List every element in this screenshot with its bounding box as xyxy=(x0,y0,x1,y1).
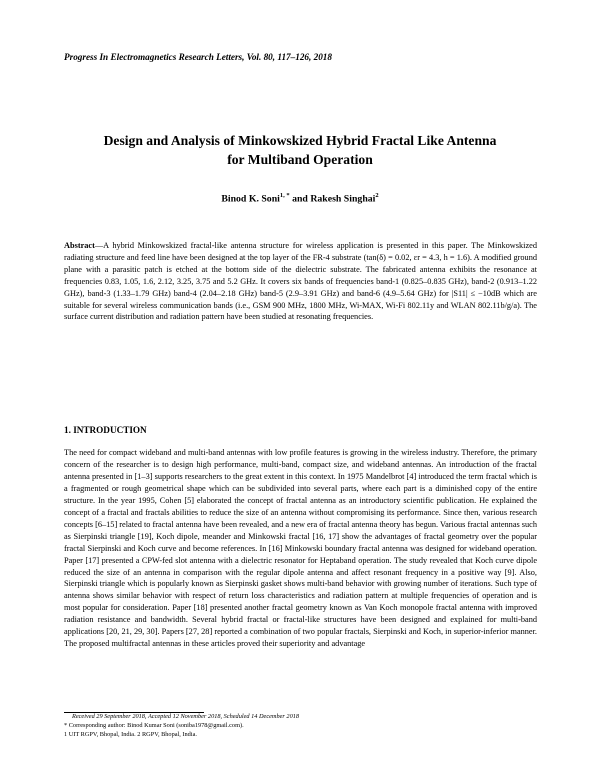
affiliations: 1 UIT RGPV, Bhopal, India. 2 RGPV, Bhopal, India. xyxy=(64,730,197,738)
paper-title xyxy=(40,131,560,169)
abstract-text: —A hybrid Minkowskized fractal-like antenna structure for wireless application is presented in this paper. The Minkowskized radiating structure and feed line have been designed at the top layer of the FR-4 substrate (tan(δ) = 0.02, εr = 4.3, h = 1.6). A modified ground plane with a parasitic patch is etched at the bottom side of the dielectric substrate. The fabricated antenna exhibits the resonance at frequencies 0.83, 1.05, 1.6, 2.12, 3.25, 3.75 and 5.2 GHz. It covers six bands of frequencies band-1 (0.825–0.835 GHz), band-2 (0.913–1.22 GHz), band-3 (1.33–1.79 GHz) band-4 (2.04–2.18 GHz) band-5 (2.9–3.91 GHz) and band-6 (4.9–5.64 GHz) for |S11| ≤ −10dB which are suitable for several wireless communication bands (i.e., GSM 900 MHz, 1800 MHz, Wi-MAX, Wi-Fi 802.11y and WLAN 802.11b/g/a). The surface current distribution and radiation pattern have been studied at resonating frequencies. xyxy=(64,241,537,322)
journal-header: Progress In Electromagnetics Research Letters, Vol. 80, 117–126, 2018 xyxy=(64,52,332,62)
author-2: Rakesh Singhai xyxy=(310,193,376,205)
title-line-2: for Multiband Operation xyxy=(227,152,373,167)
author-1-affiliation: 1, * xyxy=(279,192,290,199)
corresponding-author: * Corresponding author: Binod Kumar Soni (soniba1978@gmail.com). xyxy=(64,721,244,729)
introduction-text: The need for compact wideband and multi-band antennas with low profile features is growing in the wireless industry. Therefore, the primary concern of the researcher is to design high performance, multi-band, compact size, and wideband antennas. An introduction of the fractal antenna presented in [1–3] supports researchers to the great extent in this context. In 1975 Mandelbrot [4] introduced the term fractal which is a fragmented or rough geometrical shape which can be subdivided into several parts, where each part is a diminished copy of the entire structure. In the year 1995, Cohen [5] elaborated the concept of fractal antenna as an introductory scientific publication. He explained the concept of a fractal and fractals abilities to reduce the size of an antenna without compromising its performance. Since then, various research concepts [6–15] related to fractal antenna have been revealed, and a new era of fractal antenna theory has begun. Various fractal antennas such as Sierpinski triangle [19], Koch dipole, meander and Minkowski fractal [16, 17] show the advantages of fractal geometry over the popular fractal Sierpinski and Koch curve and become references. In [16] Minkowski boundary fractal antenna was designed for wideband operation. Paper [17] presented a CPW-fed slot antenna with a dielectric resonator for Heptaband operation. The study revealed that Koch curve dipole reduced the size of an antenna in comparison with the regular dipole antenna and affect resonant frequency in a positive way [9]. Also, Sierpinski triangle which is popularly known as Sierpinski gasket shows multi-band behavior with growing number of iterations. Such type of antenna shows similar behavior with respect of return loss characteristics and radiation pattern at multiple frequencies of operation and is most popular for consideration. Paper [18] presented another fractal geometry known as Van Koch monopole fractal antenna with improved radiation resistance and bandwidth. Several hybrid fractal or fractal-like structures have been designed and explained for multi-band applications [20, 21, 29, 30]. Papers [27, 28] reported a combination of two popular fractals, Sierpinski and Koch, in superior-inferior manner. The proposed multifractal antennas in these articles proved their superiority and advantage xyxy=(64,448,538,649)
author-1: Binod K. Soni xyxy=(221,193,280,205)
abstract xyxy=(64,240,537,323)
author-list xyxy=(40,192,560,204)
footnotes xyxy=(64,713,537,740)
author-conjunction: and xyxy=(289,193,311,205)
received-dates: Received 29 September 2018, Accepted 12 November 2018, Scheduled 14 December 2018 xyxy=(72,713,300,720)
author-2-affiliation: 2 xyxy=(375,192,379,199)
title-line-1: Design and Analysis of Minkowskized Hybrid Fractal Like Antenna xyxy=(103,133,497,148)
section-heading: 1. INTRODUCTION xyxy=(64,425,147,435)
abstract-label: Abstract xyxy=(64,241,95,250)
